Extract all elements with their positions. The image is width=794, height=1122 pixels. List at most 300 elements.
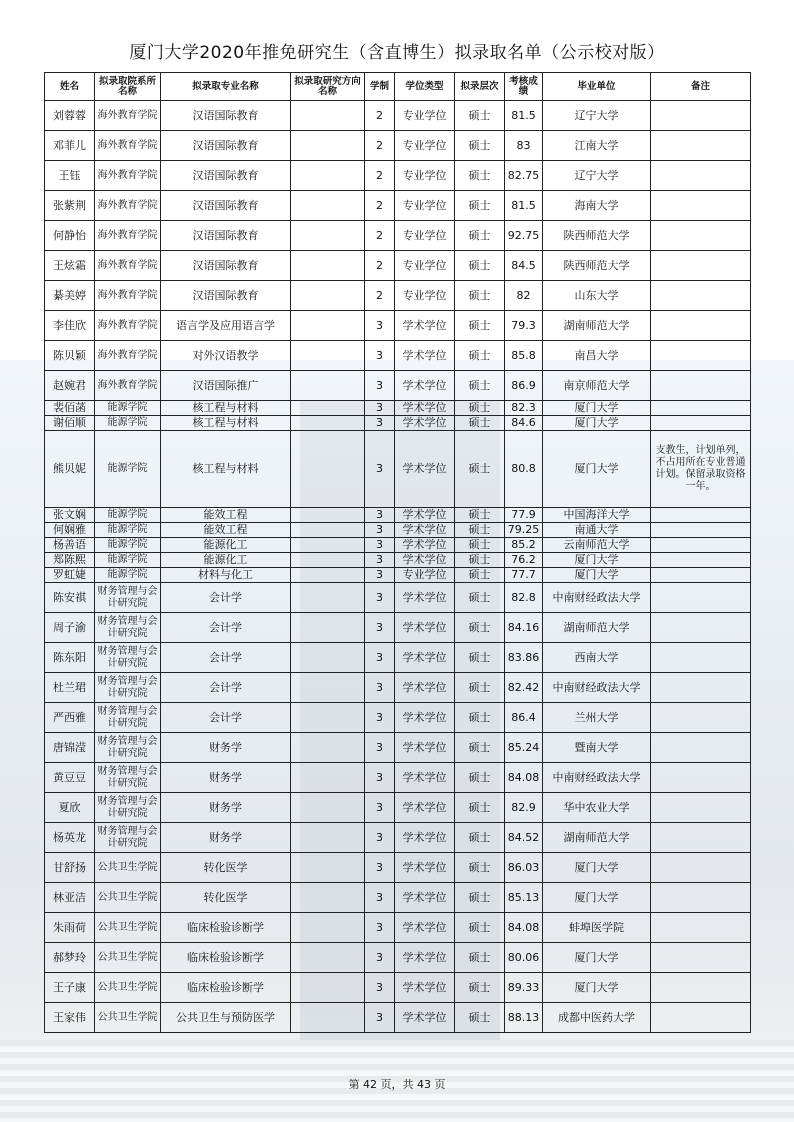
cell-school: 能源学院 — [95, 401, 161, 416]
cell-school: 海外教育学院 — [95, 191, 161, 221]
cell-remarks — [651, 853, 751, 883]
cell-school: 公共卫生学院 — [95, 1003, 161, 1033]
cell-direction — [291, 973, 365, 1003]
cell-score: 88.13 — [505, 1003, 543, 1033]
cell-level: 硕士 — [455, 973, 505, 1003]
table-row — [45, 568, 751, 583]
cell-direction — [291, 508, 365, 523]
cell-name: 陈贝颖 — [45, 341, 95, 371]
cell-degree-type: 学术学位 — [395, 763, 455, 793]
cell-years: 3 — [365, 733, 395, 763]
table-row — [45, 251, 751, 281]
cell-major: 汉语国际推广 — [161, 371, 291, 401]
cell-school: 财务管理与会计研究院 — [95, 793, 161, 823]
header-level: 拟录层次 — [455, 73, 505, 101]
cell-years: 2 — [365, 221, 395, 251]
cell-direction — [291, 431, 365, 508]
cell-level: 硕士 — [455, 161, 505, 191]
cell-score: 80.06 — [505, 943, 543, 973]
cell-score: 77.9 — [505, 508, 543, 523]
cell-remarks — [651, 943, 751, 973]
header-remarks: 备注 — [651, 73, 751, 101]
cell-name: 张文娴 — [45, 508, 95, 523]
cell-degree-type: 学术学位 — [395, 416, 455, 431]
cell-name: 林亚洁 — [45, 883, 95, 913]
header-score: 考核成绩 — [505, 73, 543, 101]
cell-remarks — [651, 703, 751, 733]
cell-score: 76.2 — [505, 553, 543, 568]
cell-degree-type: 学术学位 — [395, 371, 455, 401]
table-row — [45, 416, 751, 431]
cell-level: 硕士 — [455, 341, 505, 371]
cell-remarks: 支教生，计划单列，不占用所在专业普通计划。保留录取资格一年。 — [651, 431, 751, 508]
cell-score: 80.8 — [505, 431, 543, 508]
cell-remarks — [651, 673, 751, 703]
cell-direction — [291, 101, 365, 131]
cell-name: 杨英龙 — [45, 823, 95, 853]
cell-score: 82.42 — [505, 673, 543, 703]
cell-years: 3 — [365, 793, 395, 823]
cell-degree-type: 学术学位 — [395, 538, 455, 553]
cell-level: 硕士 — [455, 913, 505, 943]
cell-score: 86.4 — [505, 703, 543, 733]
cell-score: 92.75 — [505, 221, 543, 251]
cell-graduated-from: 中国海洋大学 — [543, 508, 651, 523]
cell-years: 2 — [365, 191, 395, 221]
cell-degree-type: 学术学位 — [395, 341, 455, 371]
cell-school: 海外教育学院 — [95, 281, 161, 311]
cell-remarks — [651, 583, 751, 613]
cell-major: 能源化工 — [161, 538, 291, 553]
cell-score: 84.08 — [505, 763, 543, 793]
cell-direction — [291, 853, 365, 883]
cell-score: 83 — [505, 131, 543, 161]
cell-school: 财务管理与会计研究院 — [95, 613, 161, 643]
cell-years: 2 — [365, 161, 395, 191]
cell-major: 能效工程 — [161, 508, 291, 523]
cell-school: 能源学院 — [95, 538, 161, 553]
table-row — [45, 673, 751, 703]
table-row — [45, 973, 751, 1003]
cell-graduated-from: 中南财经政法大学 — [543, 673, 651, 703]
cell-score: 82.3 — [505, 401, 543, 416]
cell-major: 会计学 — [161, 613, 291, 643]
cell-level: 硕士 — [455, 221, 505, 251]
cell-school: 海外教育学院 — [95, 161, 161, 191]
cell-name: 赵婉君 — [45, 371, 95, 401]
cell-graduated-from: 中南财经政法大学 — [543, 583, 651, 613]
cell-name: 张紫荆 — [45, 191, 95, 221]
cell-name: 谢佰顺 — [45, 416, 95, 431]
header-graduated-from: 毕业单位 — [543, 73, 651, 101]
cell-name: 陈安祺 — [45, 583, 95, 613]
cell-school: 能源学院 — [95, 523, 161, 538]
cell-name: 刘蓉蓉 — [45, 101, 95, 131]
cell-direction — [291, 161, 365, 191]
cell-school: 公共卫生学院 — [95, 943, 161, 973]
cell-school: 能源学院 — [95, 508, 161, 523]
table-row — [45, 733, 751, 763]
cell-graduated-from: 厦门大学 — [543, 401, 651, 416]
table-row — [45, 943, 751, 973]
cell-school: 公共卫生学院 — [95, 853, 161, 883]
cell-level: 硕士 — [455, 101, 505, 131]
cell-years: 3 — [365, 311, 395, 341]
cell-degree-type: 学术学位 — [395, 613, 455, 643]
cell-major: 能效工程 — [161, 523, 291, 538]
cell-major: 公共卫生与预防医学 — [161, 1003, 291, 1033]
table-row — [45, 131, 751, 161]
cell-school: 能源学院 — [95, 568, 161, 583]
cell-name: 郑陈熙 — [45, 553, 95, 568]
cell-score: 81.5 — [505, 191, 543, 221]
cell-years: 3 — [365, 643, 395, 673]
table-row — [45, 703, 751, 733]
page-title: 厦门大学2020年推免研究生（含直博生）拟录取名单（公示校对版） — [129, 43, 665, 63]
cell-years: 3 — [365, 508, 395, 523]
cell-graduated-from: 湖南师范大学 — [543, 823, 651, 853]
cell-school: 海外教育学院 — [95, 251, 161, 281]
cell-remarks — [651, 913, 751, 943]
cell-remarks — [651, 101, 751, 131]
cell-major: 对外汉语教学 — [161, 341, 291, 371]
page-footer: 第 42 页，共 43 页 — [348, 1078, 446, 1091]
table-row — [45, 401, 751, 416]
cell-direction — [291, 523, 365, 538]
cell-degree-type: 学术学位 — [395, 431, 455, 508]
cell-level: 硕士 — [455, 703, 505, 733]
cell-graduated-from: 厦门大学 — [543, 853, 651, 883]
cell-score: 82.75 — [505, 161, 543, 191]
cell-degree-type: 专业学位 — [395, 251, 455, 281]
cell-direction — [291, 613, 365, 643]
cell-graduated-from: 辽宁大学 — [543, 161, 651, 191]
cell-graduated-from: 成都中医药大学 — [543, 1003, 651, 1033]
cell-school: 能源学院 — [95, 553, 161, 568]
cell-name: 周子渝 — [45, 613, 95, 643]
cell-score: 85.8 — [505, 341, 543, 371]
cell-degree-type: 学术学位 — [395, 853, 455, 883]
cell-years: 3 — [365, 883, 395, 913]
cell-name: 甘舒扬 — [45, 853, 95, 883]
table-row — [45, 823, 751, 853]
cell-graduated-from: 华中农业大学 — [543, 793, 651, 823]
cell-degree-type: 学术学位 — [395, 793, 455, 823]
cell-direction — [291, 733, 365, 763]
cell-remarks — [651, 281, 751, 311]
cell-degree-type: 学术学位 — [395, 643, 455, 673]
cell-major: 会计学 — [161, 703, 291, 733]
cell-graduated-from: 陕西师范大学 — [543, 221, 651, 251]
cell-level: 硕士 — [455, 793, 505, 823]
cell-direction — [291, 371, 365, 401]
cell-remarks — [651, 508, 751, 523]
cell-school: 公共卫生学院 — [95, 883, 161, 913]
cell-level: 硕士 — [455, 538, 505, 553]
cell-degree-type: 学术学位 — [395, 943, 455, 973]
cell-name: 夏欣 — [45, 793, 95, 823]
cell-school: 公共卫生学院 — [95, 913, 161, 943]
cell-remarks — [651, 793, 751, 823]
cell-graduated-from: 辽宁大学 — [543, 101, 651, 131]
cell-graduated-from: 厦门大学 — [543, 568, 651, 583]
cell-direction — [291, 823, 365, 853]
cell-direction — [291, 553, 365, 568]
cell-school: 财务管理与会计研究院 — [95, 703, 161, 733]
cell-remarks — [651, 191, 751, 221]
cell-name: 杜兰珺 — [45, 673, 95, 703]
cell-years: 2 — [365, 131, 395, 161]
header-years: 学制 — [365, 73, 395, 101]
cell-remarks — [651, 416, 751, 431]
cell-major: 核工程与材料 — [161, 401, 291, 416]
cell-years: 3 — [365, 913, 395, 943]
cell-level: 硕士 — [455, 191, 505, 221]
cell-name: 王炫霜 — [45, 251, 95, 281]
cell-direction — [291, 311, 365, 341]
cell-score: 84.08 — [505, 913, 543, 943]
cell-name: 何静怡 — [45, 221, 95, 251]
cell-major: 汉语国际教育 — [161, 281, 291, 311]
cell-score: 89.33 — [505, 973, 543, 1003]
cell-remarks — [651, 131, 751, 161]
cell-degree-type: 专业学位 — [395, 131, 455, 161]
cell-name: 罗虹婕 — [45, 568, 95, 583]
cell-score: 84.52 — [505, 823, 543, 853]
cell-degree-type: 学术学位 — [395, 553, 455, 568]
cell-level: 硕士 — [455, 508, 505, 523]
cell-score: 85.24 — [505, 733, 543, 763]
table-row — [45, 523, 751, 538]
cell-degree-type: 学术学位 — [395, 508, 455, 523]
cell-major: 财务学 — [161, 763, 291, 793]
cell-major: 会计学 — [161, 673, 291, 703]
cell-name: 裴佰菡 — [45, 401, 95, 416]
cell-graduated-from: 南京师范大学 — [543, 371, 651, 401]
cell-degree-type: 学术学位 — [395, 883, 455, 913]
cell-degree-type: 学术学位 — [395, 823, 455, 853]
cell-major: 临床检验诊断学 — [161, 943, 291, 973]
cell-school: 公共卫生学院 — [95, 973, 161, 1003]
cell-remarks — [651, 341, 751, 371]
table-row — [45, 311, 751, 341]
cell-level: 硕士 — [455, 311, 505, 341]
cell-years: 3 — [365, 943, 395, 973]
cell-school: 财务管理与会计研究院 — [95, 643, 161, 673]
cell-level: 硕士 — [455, 523, 505, 538]
table-row — [45, 508, 751, 523]
cell-major: 临床检验诊断学 — [161, 913, 291, 943]
cell-level: 硕士 — [455, 251, 505, 281]
cell-years: 3 — [365, 853, 395, 883]
cell-score: 79.25 — [505, 523, 543, 538]
cell-years: 3 — [365, 568, 395, 583]
cell-direction — [291, 251, 365, 281]
cell-years: 3 — [365, 583, 395, 613]
cell-school: 海外教育学院 — [95, 221, 161, 251]
cell-level: 硕士 — [455, 281, 505, 311]
cell-graduated-from: 蚌埠医学院 — [543, 913, 651, 943]
cell-years: 2 — [365, 101, 395, 131]
table-row — [45, 583, 751, 613]
cell-remarks — [651, 733, 751, 763]
cell-major: 汉语国际教育 — [161, 191, 291, 221]
cell-graduated-from: 厦门大学 — [543, 431, 651, 508]
cell-degree-type: 学术学位 — [395, 973, 455, 1003]
cell-direction — [291, 643, 365, 673]
cell-school: 财务管理与会计研究院 — [95, 583, 161, 613]
cell-direction — [291, 221, 365, 251]
table-row — [45, 553, 751, 568]
cell-years: 3 — [365, 341, 395, 371]
cell-remarks — [651, 1003, 751, 1033]
cell-years: 3 — [365, 973, 395, 1003]
cell-major: 转化医学 — [161, 853, 291, 883]
cell-graduated-from: 厦门大学 — [543, 943, 651, 973]
cell-degree-type: 学术学位 — [395, 523, 455, 538]
cell-name: 綦美婷 — [45, 281, 95, 311]
cell-level: 硕士 — [455, 568, 505, 583]
cell-school: 财务管理与会计研究院 — [95, 733, 161, 763]
cell-degree-type: 学术学位 — [395, 311, 455, 341]
cell-remarks — [651, 221, 751, 251]
cell-name: 邓菲儿 — [45, 131, 95, 161]
cell-years: 3 — [365, 1003, 395, 1033]
table-header-row — [45, 73, 751, 101]
cell-graduated-from: 厦门大学 — [543, 883, 651, 913]
cell-major: 材料与化工 — [161, 568, 291, 583]
cell-major: 汉语国际教育 — [161, 131, 291, 161]
cell-major: 财务学 — [161, 793, 291, 823]
cell-level: 硕士 — [455, 853, 505, 883]
cell-direction — [291, 883, 365, 913]
cell-name: 熊贝妮 — [45, 431, 95, 508]
cell-graduated-from: 厦门大学 — [543, 553, 651, 568]
table-row — [45, 613, 751, 643]
cell-direction — [291, 583, 365, 613]
cell-direction — [291, 763, 365, 793]
header-school: 拟录取院系所名称 — [95, 73, 161, 101]
cell-graduated-from: 陕西师范大学 — [543, 251, 651, 281]
cell-degree-type: 专业学位 — [395, 101, 455, 131]
cell-degree-type: 专业学位 — [395, 161, 455, 191]
cell-school: 海外教育学院 — [95, 341, 161, 371]
cell-graduated-from: 湖南师范大学 — [543, 311, 651, 341]
cell-major: 语言学及应用语言学 — [161, 311, 291, 341]
cell-major: 汉语国际教育 — [161, 221, 291, 251]
cell-level: 硕士 — [455, 431, 505, 508]
cell-major: 汉语国际教育 — [161, 251, 291, 281]
cell-school: 海外教育学院 — [95, 371, 161, 401]
cell-degree-type: 学术学位 — [395, 673, 455, 703]
cell-level: 硕士 — [455, 613, 505, 643]
cell-score: 85.2 — [505, 538, 543, 553]
cell-name: 王家伟 — [45, 1003, 95, 1033]
header-degree-type: 学位类型 — [395, 73, 455, 101]
cell-direction — [291, 673, 365, 703]
cell-years: 2 — [365, 281, 395, 311]
cell-major: 会计学 — [161, 643, 291, 673]
cell-degree-type: 专业学位 — [395, 221, 455, 251]
cell-direction — [291, 703, 365, 733]
table-row — [45, 341, 751, 371]
table-row — [45, 221, 751, 251]
cell-degree-type: 学术学位 — [395, 703, 455, 733]
cell-score: 86.9 — [505, 371, 543, 401]
cell-name: 王钰 — [45, 161, 95, 191]
cell-score: 82.9 — [505, 793, 543, 823]
cell-level: 硕士 — [455, 943, 505, 973]
cell-direction — [291, 1003, 365, 1033]
header-direction: 拟录取研究方向名称 — [291, 73, 365, 101]
cell-remarks — [651, 883, 751, 913]
cell-level: 硕士 — [455, 583, 505, 613]
table-row — [45, 643, 751, 673]
cell-direction — [291, 191, 365, 221]
cell-name: 郝梦玲 — [45, 943, 95, 973]
table-row — [45, 793, 751, 823]
cell-direction — [291, 416, 365, 431]
table-row — [45, 913, 751, 943]
cell-school: 能源学院 — [95, 416, 161, 431]
cell-graduated-from: 西南大学 — [543, 643, 651, 673]
cell-school: 财务管理与会计研究院 — [95, 673, 161, 703]
cell-years: 3 — [365, 613, 395, 643]
cell-remarks — [651, 538, 751, 553]
cell-years: 2 — [365, 251, 395, 281]
cell-school: 能源学院 — [95, 431, 161, 508]
cell-level: 硕士 — [455, 371, 505, 401]
cell-score: 83.86 — [505, 643, 543, 673]
cell-remarks — [651, 643, 751, 673]
cell-graduated-from: 云南师范大学 — [543, 538, 651, 553]
cell-level: 硕士 — [455, 763, 505, 793]
header-major: 拟录取专业名称 — [161, 73, 291, 101]
cell-remarks — [651, 161, 751, 191]
cell-degree-type: 专业学位 — [395, 281, 455, 311]
cell-remarks — [651, 251, 751, 281]
cell-major: 财务学 — [161, 823, 291, 853]
cell-graduated-from: 暨南大学 — [543, 733, 651, 763]
cell-name: 杨善语 — [45, 538, 95, 553]
cell-direction — [291, 943, 365, 973]
cell-graduated-from: 厦门大学 — [543, 416, 651, 431]
cell-direction — [291, 341, 365, 371]
table-row — [45, 371, 751, 401]
cell-remarks — [651, 523, 751, 538]
cell-remarks — [651, 311, 751, 341]
cell-level: 硕士 — [455, 643, 505, 673]
cell-graduated-from: 海南大学 — [543, 191, 651, 221]
table-row — [45, 538, 751, 553]
cell-direction — [291, 281, 365, 311]
cell-years: 3 — [365, 523, 395, 538]
cell-graduated-from: 兰州大学 — [543, 703, 651, 733]
cell-remarks — [651, 823, 751, 853]
cell-degree-type: 学术学位 — [395, 1003, 455, 1033]
table-row — [45, 191, 751, 221]
table-row — [45, 853, 751, 883]
cell-direction — [291, 538, 365, 553]
cell-major: 财务学 — [161, 733, 291, 763]
cell-score: 84.6 — [505, 416, 543, 431]
cell-level: 硕士 — [455, 131, 505, 161]
cell-degree-type: 学术学位 — [395, 913, 455, 943]
cell-remarks — [651, 553, 751, 568]
cell-level: 硕士 — [455, 823, 505, 853]
cell-major: 汉语国际教育 — [161, 161, 291, 191]
cell-level: 硕士 — [455, 416, 505, 431]
